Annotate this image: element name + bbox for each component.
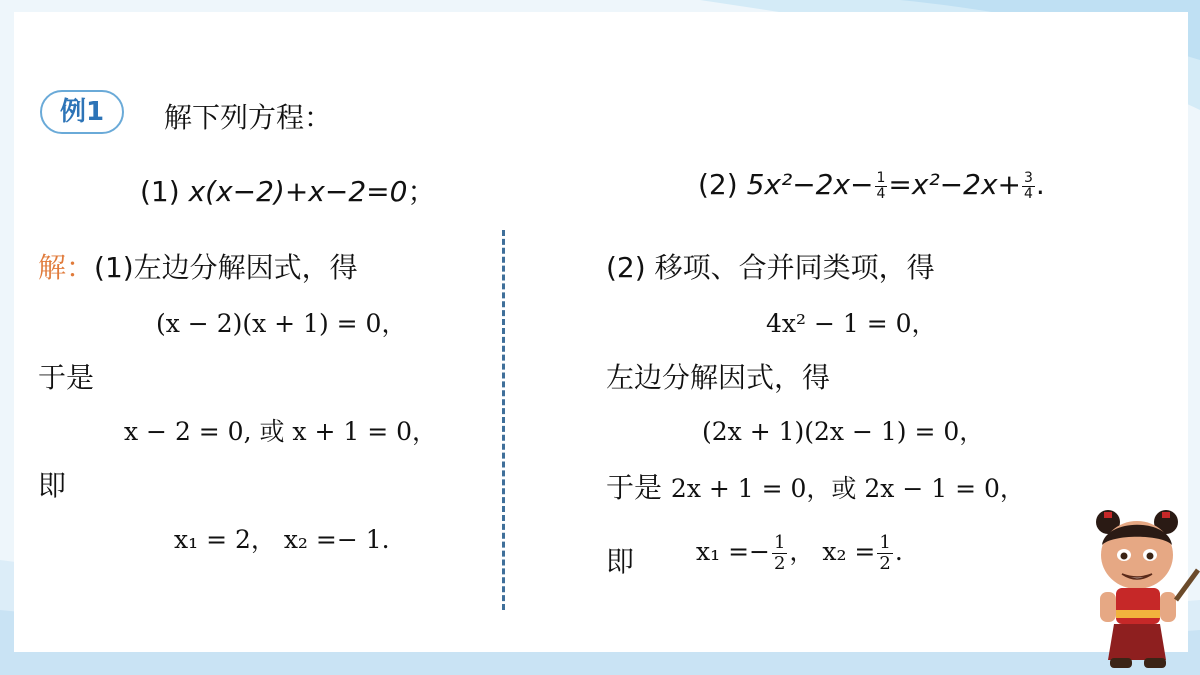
solution-2-step-2: 左边分解因式，得	[606, 361, 831, 394]
problem-2-label: (2)	[698, 168, 738, 201]
problem-2-fraction-2: $\frac{3}{4}$	[1023, 169, 1033, 202]
solution-2-equation-4: x₁ =− $\frac{1}{2}$ ， x₂ = $\frac{1}{2}$ .	[696, 532, 903, 574]
solution-1-equation-1: (x − 2)(x + 1) = 0，	[156, 309, 407, 338]
solution-2-step-1: (2) 移项、合并同类项，得	[606, 251, 935, 284]
solution-1-step-3: 即	[38, 469, 67, 502]
problem-1-end: ；	[407, 175, 436, 208]
solution-2-step-3	[606, 466, 1025, 506]
problem-2-part-b: =x²−2x+	[888, 168, 1021, 201]
example-badge: 例1	[40, 90, 124, 134]
solution-2-equation-1: 4x² − 1 = 0，	[766, 309, 937, 338]
solution-2-equation-3: 2x + 1 = 0，或 2x − 1 = 0，	[670, 474, 1025, 503]
problem-2-fraction-1: $\frac{1}{4}$	[876, 169, 886, 202]
problem-1-label: (1)	[140, 175, 180, 208]
instruction-text: 解下列方程：	[164, 101, 333, 134]
solution-prefix: 解：	[38, 251, 95, 284]
problem-2	[698, 168, 1045, 202]
solution-2-fraction-2: $\frac{1}{2}$	[879, 532, 891, 574]
problem-1-equation: x(x−2)+x−2=0	[188, 175, 408, 208]
solution-2-fraction-1: $\frac{1}{2}$	[773, 532, 786, 574]
solution-1-step-1-text: (1)左边分解因式，得	[94, 251, 358, 284]
problem-2-end: .	[1035, 168, 1045, 201]
solution-1-equation-3: x₁ = 2， x₂ =− 1.	[174, 525, 390, 554]
column-divider	[502, 230, 505, 610]
problem-2-part-a: 5x²−2x−	[746, 168, 874, 201]
solution-1-equation-2: x − 2 = 0, 或 x + 1 = 0，	[124, 417, 438, 446]
solution-2-step-4: 即	[606, 545, 635, 578]
cartoon-character-illustration	[1086, 500, 1200, 670]
solution-1-step-2: 于是	[38, 361, 95, 394]
solution-2-equation-2: (2x + 1)(2x − 1) = 0，	[702, 417, 985, 446]
problem-1	[140, 170, 435, 210]
solution-1-step-1	[38, 246, 358, 286]
solution-2-step-3-text: 于是	[606, 471, 663, 504]
